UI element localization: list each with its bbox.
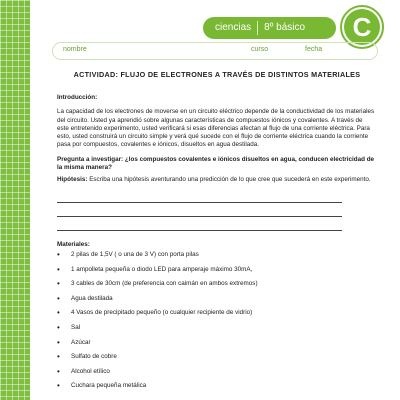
notebook-binding-strip — [0, 0, 30, 400]
intro-heading: Introducción: — [57, 94, 98, 101]
student-info-bar — [52, 42, 378, 60]
materials-heading: Materiales: — [57, 240, 90, 248]
hypothesis-block — [57, 176, 375, 184]
question-label: Pregunta a investigar: — [57, 155, 124, 163]
name-label: nombre — [63, 46, 87, 53]
answer-line[interactable] — [57, 189, 342, 203]
list-item: • Alcohol etílico — [57, 368, 375, 383]
question-text: ¿los compuestos covalentes e iónicos disueltos en agua, conducen electricidad de la misma manera? — [57, 155, 375, 172]
answer-line[interactable] — [57, 203, 342, 217]
list-item: • Agua destilada — [57, 295, 375, 310]
list-item: • 3 cables de 30cm (de preferencia con caimán en ambos extremos) — [57, 280, 375, 295]
list-item: • Azúcar — [57, 339, 375, 354]
activity-title: ACTIVIDAD: FLUJO DE ELECTRONES A TRAVÉS DE DISTINTOS MATERIALES — [73, 70, 361, 79]
level-letter: C — [344, 9, 380, 45]
list-item: • Sulfato de cobre — [57, 353, 375, 368]
subject-label: ciencias — [215, 22, 252, 33]
list-item: • Cuchara pequeña metálica — [57, 382, 375, 397]
materials-list — [57, 251, 375, 397]
list-item: • 1 ampolleta pequeña o diodo LED para amperaje máximo 30mA, — [57, 266, 375, 281]
hypothesis-instructions: Escriba una hipótesis aventurando una predicción de lo que cree que sucederá en este experimento. — [89, 176, 371, 184]
worksheet-content — [57, 94, 375, 397]
date-label: fecha — [305, 46, 323, 53]
list-item: • Sal — [57, 324, 375, 339]
course-label: curso — [251, 46, 269, 53]
answer-line[interactable] — [57, 217, 342, 231]
research-question — [57, 156, 375, 173]
hypothesis-label: Hipótesis: — [57, 176, 88, 184]
list-item: • 4 Vasos de precipitado pequeño (o cualquier recipiente de vidrio) — [57, 309, 375, 324]
grade-label: 8º básico — [264, 22, 306, 33]
list-item: • 2 pilas de 1,5V ( o una de 3 V) con porta pilas — [57, 251, 375, 266]
intro-paragraph: La capacidad de los electrones de moverse en un circuito eléctrico depende de la conductividad de los materiales del circuito. Usted ya aprendió sobre algunas características de compuestos iónicos y covalentes. A través de este entretenido experimento, usted verificará si esas diferencias afectan al flujo de una corriente eléctrica. Para esto, usted construirá un circuito simple y verá qué sucede con el flujo de corriente eléctrica cuando la corriente pasa por compuestos, covalentes e iónicos, disueltos en agua destilada. — [57, 108, 375, 149]
subject-header-pill — [203, 17, 336, 39]
